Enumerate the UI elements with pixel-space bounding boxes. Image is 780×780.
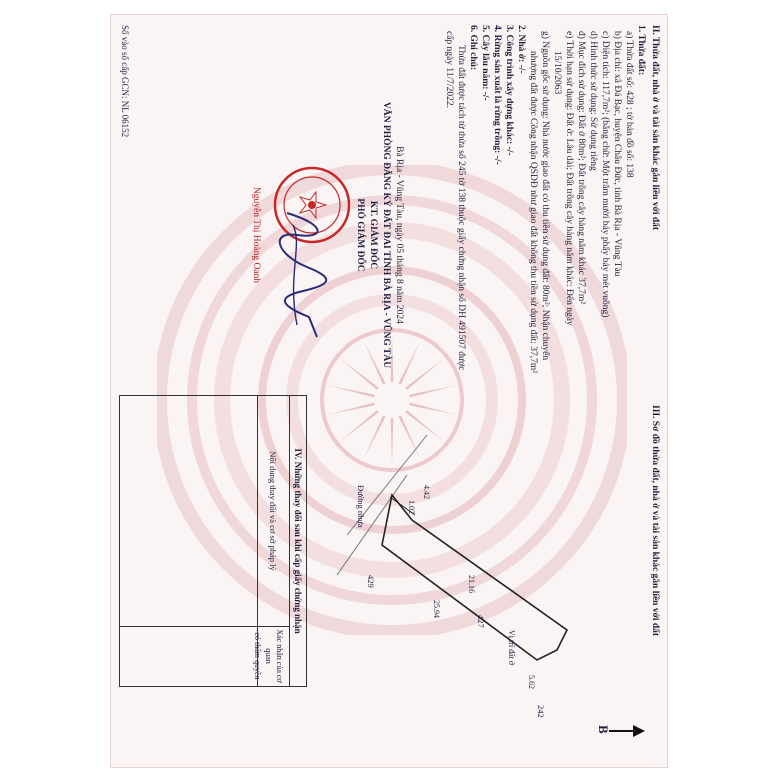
usage-term-line: e) Thời hạn sử dụng: Đất ở: Lâu dài; Đất trồng cây hàng năm khác: Đến ngày: [564, 31, 574, 326]
drum-star-ray: [328, 385, 375, 397]
drum-star-ray: [409, 385, 456, 397]
changes-table: [119, 395, 307, 687]
dim-left-1: 1.02: [407, 500, 416, 514]
certificate-page: [110, 14, 668, 768]
changes-table-body: [120, 396, 258, 686]
changes-table-divider: [120, 626, 258, 627]
origin-line-2: nhượng đất được Công nhận QSDĐ như giao đất không thu tiền sử dụng đất: 37,7m²: [528, 51, 538, 374]
parcel-note: Vị trí đất ở: [507, 630, 516, 666]
deputy-director: PHÓ GIÁM ĐỐC: [355, 198, 365, 272]
parcel-427-label: 427: [476, 615, 486, 628]
section-iii-title: III. Sơ đồ thửa đất, nhà ở và tài sản khác gắn liền với đất: [650, 405, 660, 637]
usage-purpose-line: đ) Mục đích sử dụng: Đất ở 80m²; Đất trồng cây hàng năm khác 37,7m²: [576, 31, 586, 305]
drum-star-ray: [409, 403, 456, 415]
dim-top: 21.16: [467, 575, 476, 593]
north-label: B: [596, 725, 611, 734]
dim-left-2: 4.42: [422, 485, 431, 499]
confirm-col-line-1: Xác nhận của cơ quan: [264, 629, 284, 683]
confirm-col-header: [253, 626, 290, 686]
item-4-forest: 4. Rừng sản xuất là rừng trồng: -/-: [492, 25, 502, 165]
section-ii-title: II. Thửa đất, nhà ở và tài sản khác gắn liền với đất: [650, 25, 660, 231]
origin-line: g) Nguồn gốc sử dụng: Nhà nước giao đất có thu tiền sử dụng đất: 80m²; Nhận chuyển: [540, 31, 550, 361]
item-3-construction: 3. Công trình xây dựng khác: -/-: [504, 25, 514, 156]
item-2-house: 2. Nhà ở: -/-: [516, 25, 526, 74]
parcel-429-label: 429: [366, 575, 376, 588]
confirm-col-line-2: có thẩm quyền: [253, 632, 262, 680]
note-line-2: cấp ngày 11/7/2022.: [444, 31, 454, 108]
office-name: VĂN PHÒNG ĐĂNG KÝ ĐẤT ĐAI TỈNH BÀ RỊA - VŨNG TÀU: [381, 101, 391, 369]
parcel-242-label: 242: [536, 705, 546, 718]
parcel-number-line: a) Thửa đất số: 428 ; tờ bản đồ số: 138: [624, 31, 634, 178]
kt-director: KT. GIÁM ĐỐC: [368, 200, 378, 270]
item-5-trees: 5. Cây lâu năm: -/-: [480, 25, 490, 101]
registry-number: Số vào sổ cấp GCN: NL 06152: [120, 25, 130, 138]
changes-col-header: Nội dung thay đổi và cơ sở pháp lý: [257, 396, 290, 627]
road-label: Đường nhựa: [356, 485, 366, 528]
drum-star-ray: [328, 403, 375, 415]
usage-term-date: 15/10/2063: [552, 51, 562, 95]
item-6-notes: 6. Ghi chú:: [468, 25, 478, 71]
dim-bottom: 25.94: [432, 600, 441, 618]
usage-form-line: d) Hình thức sử dụng: Sử dụng riêng: [588, 31, 598, 171]
issue-date-line: Bà Rịa - Vũng Tàu, ngày 05 tháng 8 năm 2024: [394, 146, 404, 324]
area-line: c) Diện tích: 117,7m²; (bằng chữ: Một trăm mười bảy phẩy bảy mét vuông): [600, 31, 610, 318]
signer-name: Nguyễn Thị Hoàng Oanh: [251, 186, 261, 284]
dim-right: 5.62: [527, 675, 536, 689]
signature-icon: [267, 205, 337, 345]
section-iv-title: IV. Những thay đổi sau khi cấp giấy chứng nhận: [293, 448, 303, 634]
note-line-1: Thửa đất được tách từ thửa số 245 tờ 138 thuộc giấy chứng nhận số DH 491507 được: [456, 45, 466, 371]
drum-star-ray: [405, 359, 443, 390]
address-line: b) Địa chỉ: xã Đá Bạc, huyện Châu Đức, tỉnh Bà Rịa - Vũng Tàu: [612, 31, 622, 277]
item-1-label: 1. Thửa đất:: [636, 25, 646, 76]
